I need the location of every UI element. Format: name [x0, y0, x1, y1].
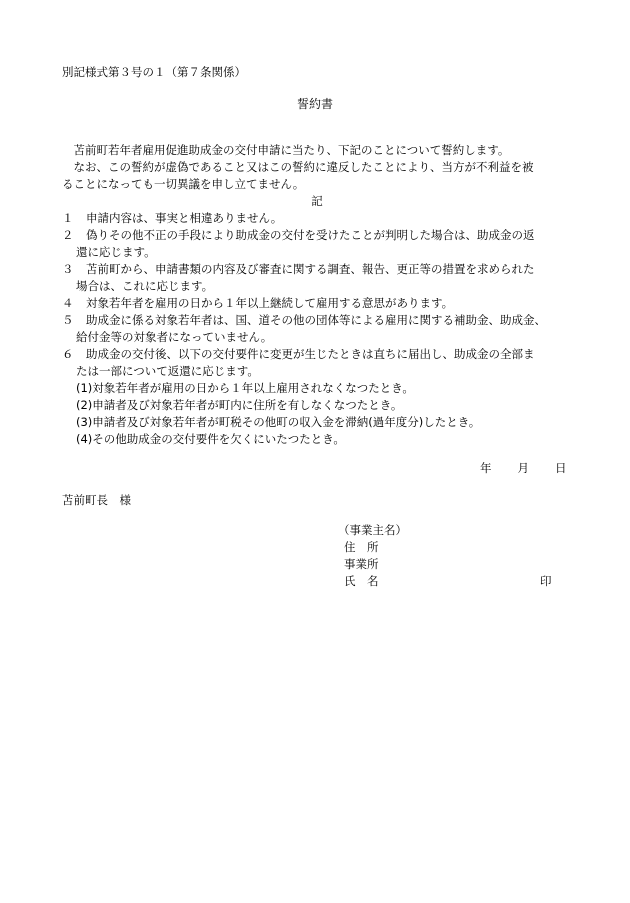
signer-office-label: 事業所 — [344, 557, 379, 571]
ki-heading: 記 — [311, 194, 323, 208]
item-text-continued: 給付金等の対象者になっていません。 — [76, 330, 273, 344]
item-text-continued: 還に応じます。 — [76, 245, 156, 259]
item-text: 偽りその他不正の手段により助成金の交付を受けたことが判明した場合は、助成金の返 — [86, 228, 535, 242]
intro-line-2: なお、この誓約が虚偽であること又はこの誓約に違反したことにより、当方が不利益を被 — [73, 160, 534, 174]
item-number: ５ — [62, 313, 74, 327]
body-text — [62, 142, 572, 448]
seal-mark: 印 — [540, 574, 552, 588]
item-text-continued: たは一部について返還に応じます。 — [76, 364, 259, 378]
item-number: ６ — [62, 347, 74, 361]
page-title: 誓約書 — [296, 97, 333, 111]
item-text: 助成金の交付後、以下の交付要件に変更が生じたときは直ちに届出し、助成金の全部ま — [86, 347, 535, 361]
list-item-2 — [62, 227, 572, 244]
signer-block — [338, 522, 407, 590]
sub-item-3: (3)申請者及び対象若年者が町税その他町の収入金を滞納(過年度分)したとき。 — [76, 415, 481, 429]
item-text: 申請内容は、事実と相違ありません。 — [86, 211, 283, 225]
list-item-6 — [62, 346, 572, 363]
signer-address-label: 住 所 — [344, 540, 379, 554]
item-number: ４ — [62, 296, 74, 310]
item-text-continued: 場合は、これに応じます。 — [76, 279, 214, 293]
sub-item-2: (2)申請者及び対象若年者が町内に住所を有しなくなつたとき。 — [76, 398, 403, 412]
date-year: 年 — [480, 461, 492, 475]
item-number: １ — [62, 211, 74, 225]
item-text: 苫前町から、申請書類の内容及び審査に関する調査、報告、更正等の措置を求められた — [86, 262, 535, 276]
list-item-3 — [62, 261, 572, 278]
intro-line-1: 苫前町若年者雇用促進助成金の交付申請に当たり、下記のことについて誓約します。 — [73, 143, 510, 157]
intro-line-3: ることになっても一切異議を申し立てません。 — [62, 177, 305, 191]
list-item-5 — [62, 312, 572, 329]
list-item-1 — [62, 210, 572, 227]
sub-item-4: (4)その他助成金の交付要件を欠くにいたつたとき。 — [76, 432, 345, 446]
date-line — [480, 460, 567, 476]
signer-name-label: 氏 名 — [344, 574, 379, 588]
signer-heading: （事業主名） — [338, 523, 407, 537]
item-number: ２ — [62, 228, 74, 242]
form-identifier: 別記様式第３号の１（第７条関係） — [62, 65, 246, 79]
date-month: 月 — [517, 461, 529, 475]
sub-item-1: (1)対象若年者が雇用の日から１年以上雇用されなくなつたとき。 — [76, 381, 414, 395]
recipient: 苫前町長 様 — [62, 493, 131, 507]
item-number: ３ — [62, 262, 74, 276]
item-text: 対象若年者を雇用の日から１年以上継続して雇用する意思があります。 — [86, 296, 454, 310]
date-day: 日 — [555, 461, 567, 475]
list-item-4 — [62, 295, 572, 312]
item-text: 助成金に係る対象若年者は、国、道その他の団体等による雇用に関する補助金、助成金、 — [86, 313, 546, 327]
